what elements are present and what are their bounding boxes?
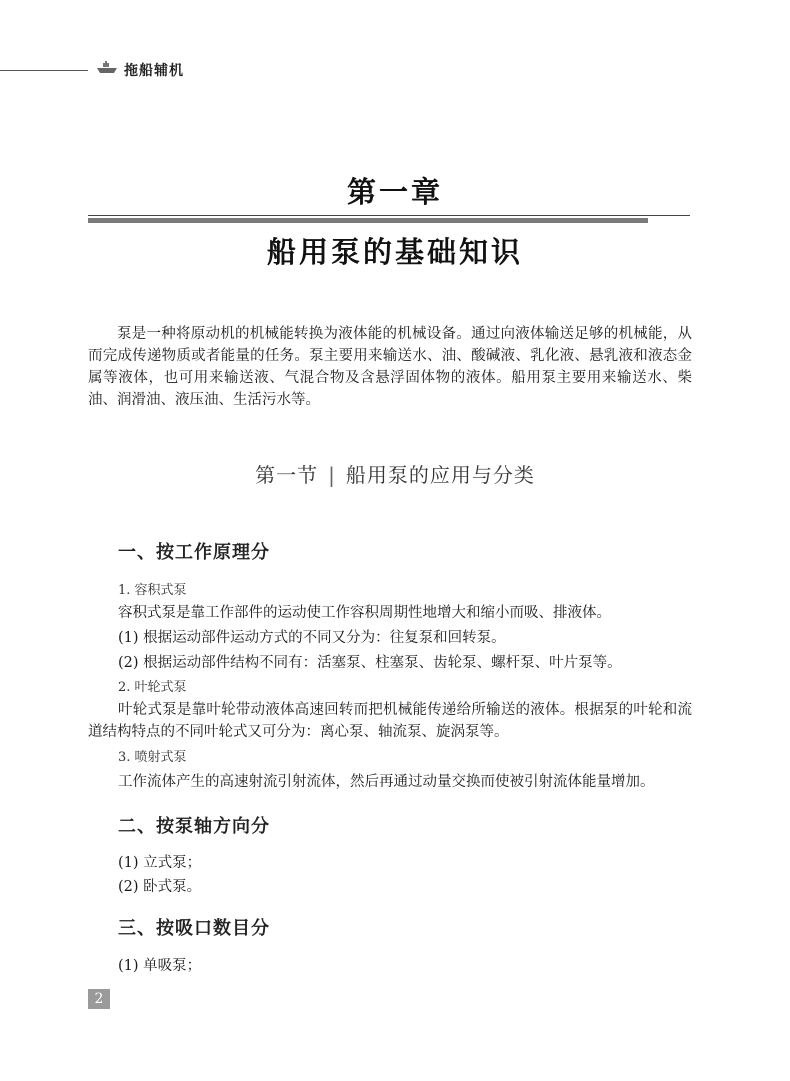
- item-vertical-pump: (1) 立式泵；: [118, 855, 202, 871]
- item-jet-title: 3. 喷射式泵: [118, 750, 187, 765]
- heading-by-shaft-direction: 二、按泵轴方向分: [118, 816, 270, 837]
- item-positive-displacement-a: (1) 根据运动部件运动方式的不同又分为：往复泵和回转泵。: [118, 630, 506, 646]
- intro-paragraph: 泵是一种将原动机的机械能转换为液体能的机械设备。通过向液体输送足够的机械能，从而完成传递物质或者能量的任务。泵主要用来输送水、油、酸碱液、乳化液、悬乳液和液态金属等液体，也可用来输送液、气混合物及含悬浮固体物的液体。船用泵主要用来输送水、柴油、润滑油、液压油、生活污水等。: [88, 326, 692, 408]
- item-impeller-title: 2. 叶轮式泵: [118, 680, 187, 695]
- section-title: [0, 459, 790, 488]
- item-positive-displacement-desc: 容积式泵是靠工作部件的运动使工作容积周期性地增大和缩小而吸、排液体。: [118, 605, 611, 621]
- ship-icon: [96, 61, 118, 75]
- item-positive-displacement-b: (2) 根据运动部件结构不同有：活塞泵、柱塞泵、齿轮泵、螺杆泵、叶片泵等。: [118, 655, 622, 671]
- chapter-title: 船用泵的基础知识: [266, 235, 523, 269]
- book-title: 拖船辅机: [124, 63, 184, 79]
- item-impeller-desc: 叶轮式泵是靠叶轮带动液体高速回转而把机械能传递给所输送的液体。根据泵的叶轮和流道结构特点的不同叶轮式又可分为：离心泵、轴流泵、旋涡泵等。: [88, 702, 692, 740]
- section-divider: |: [328, 463, 336, 487]
- chapter-rule-bar: [88, 218, 648, 223]
- heading-by-principle: 一、按工作原理分: [118, 542, 270, 563]
- header-rule: [0, 70, 88, 71]
- item-jet-desc: 工作流体产生的高速射流引射流体，然后再通过动量交换而使被引射流体能量增加。: [118, 774, 655, 790]
- section-number: 第一节: [255, 463, 319, 487]
- item-positive-displacement-title: 1. 容积式泵: [118, 583, 187, 598]
- heading-by-suction-count: 三、按吸口数目分: [118, 918, 270, 939]
- item-single-suction-pump: (1) 单吸泵；: [118, 958, 202, 974]
- chapter-rule: [88, 215, 690, 216]
- section-name: 船用泵的应用与分类: [345, 463, 535, 487]
- page-number: 2: [88, 989, 110, 1009]
- chapter-number: 第一章: [346, 175, 443, 209]
- item-horizontal-pump: (2) 卧式泵。: [118, 879, 202, 895]
